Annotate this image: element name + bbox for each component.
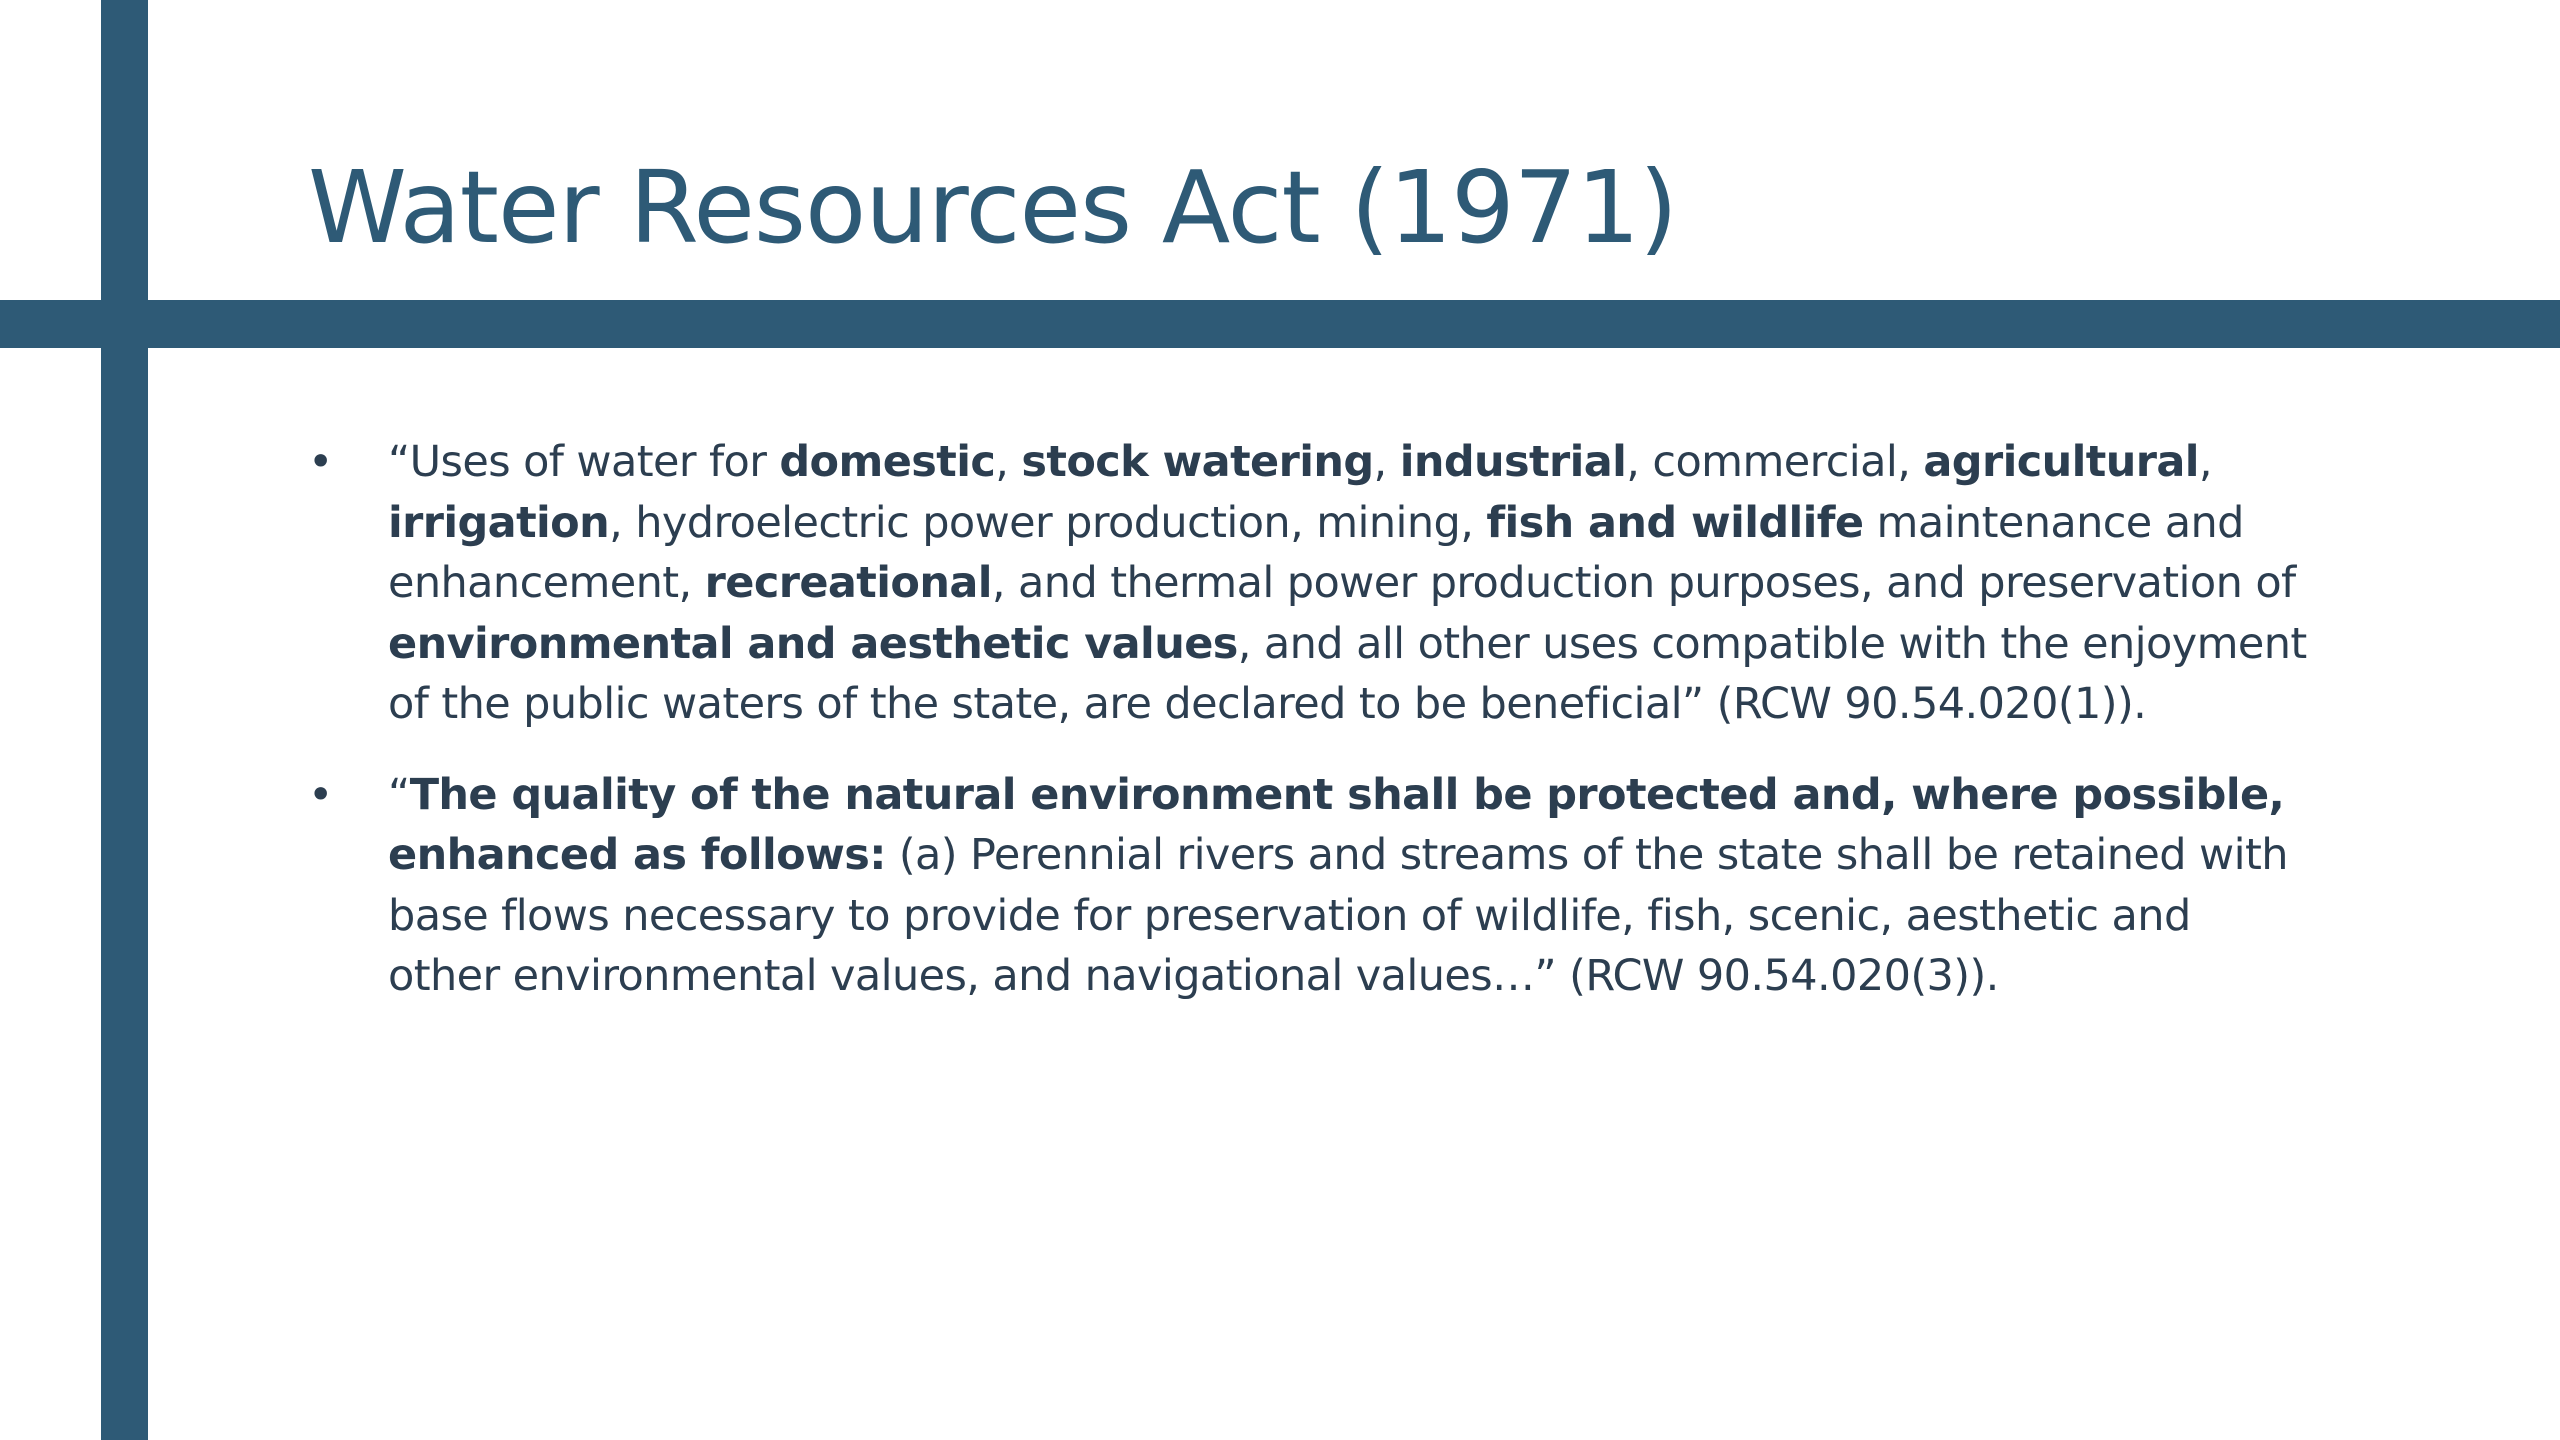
bullet-text: , <box>1373 437 1400 487</box>
slide-title: Water Resources Act (1971) <box>308 149 1678 266</box>
bullet-text-bold: recreational <box>704 558 992 608</box>
bullet-text: (a) Perennial rivers and streams of the state shall be retained with base flows necessary to provide for preservation of wildlife, fish, scenic, aesthetic and other environmental values, and navigational values…” (RCW 90.54.020(3)). <box>388 830 2288 1001</box>
bullet-text-bold: environmental and aesthetic values <box>388 618 1238 669</box>
bullet-item <box>308 432 2308 735</box>
bullet-text-bold: agricultural <box>1923 437 2199 487</box>
vertical-accent-bar <box>101 0 148 1440</box>
slide-content <box>308 432 2308 1037</box>
bullet-list <box>308 432 2308 1007</box>
bullet-dot-icon: • <box>308 437 333 487</box>
bullet-text: , and all other uses compatible with the enjoyment of the public waters of the state, are declared to be beneficial” (RCW 90.54.020(1)). <box>388 618 2307 729</box>
horizontal-accent-bar <box>0 300 2560 348</box>
bullet-text: , hydroelectric power production, mining, <box>609 497 1487 548</box>
bullet-text: maintenance and enhancement, <box>388 497 2244 608</box>
bullet-text-bold: industrial <box>1399 437 1627 487</box>
bullet-text: , <box>2198 437 2212 487</box>
bullet-text: , and thermal power production purposes, and preservation of <box>991 558 2296 608</box>
bullet-text: “Uses of water for <box>388 437 780 487</box>
bullet-text-bold: The quality of the natural environment shall be protected and, where possible, enhanced as follows: <box>388 769 2285 880</box>
bullet-text-bold: stock watering <box>1021 437 1374 487</box>
bullet-text-bold: fish and wildlife <box>1486 497 1864 548</box>
bullet-text-bold: irrigation <box>388 497 610 548</box>
bullet-text: , <box>995 437 1022 487</box>
bullet-text: “ <box>388 769 410 820</box>
bullet-dot-icon: • <box>308 769 333 820</box>
bullet-item <box>308 765 2308 1007</box>
bullet-text-bold: domestic <box>779 437 996 487</box>
bullet-text: , commercial, <box>1626 437 1924 487</box>
